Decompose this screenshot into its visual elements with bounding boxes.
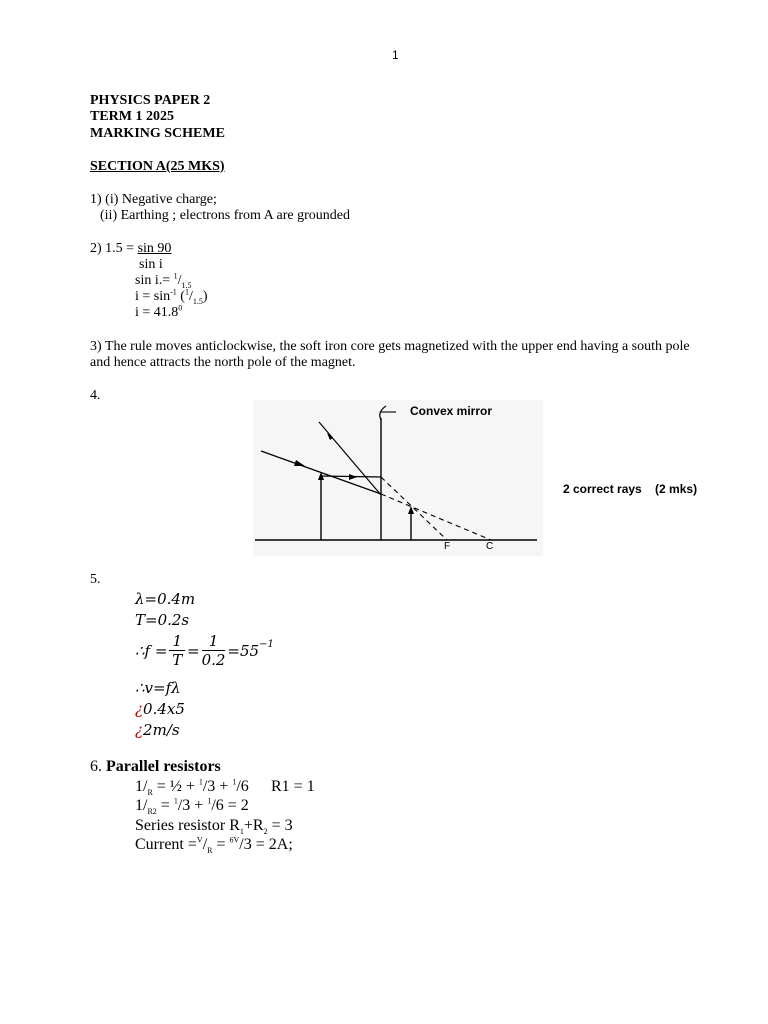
q6-parallel-2: $1/_{R2} = ^1/3 + ^1/6 = 2$: [135, 796, 249, 817]
term-title: TERM 1 2025: [90, 109, 174, 124]
q6-series-resistor: Series resistor $R_1+R_2 = 3$: [135, 817, 293, 837]
q5-wavelength: λ=0.4m: [135, 590, 196, 608]
q4-number: 4.: [90, 388, 101, 403]
q2-denominator: sin i: [139, 257, 163, 272]
q6-heading: 6. Parallel resistors: [90, 758, 221, 775]
page-number: 1: [392, 48, 399, 62]
q2-inverse-sin: $i = \sin^{-1} (^1/_{1.5})$: [135, 287, 208, 306]
q1-part-i: 1) (i) Negative charge;: [90, 192, 217, 207]
section-heading: SECTION A(25 MKS): [90, 159, 225, 174]
focal-point-label: F: [444, 541, 451, 552]
q6-r1-result: R1 = 1: [271, 778, 315, 795]
mirror-label: Convex mirror: [410, 404, 493, 418]
diagram-background: [253, 400, 543, 556]
q3-line2: and hence attracts the north pole of the magnet.: [90, 355, 356, 370]
paper-title: PHYSICS PAPER 2: [90, 93, 211, 108]
q4-marks-note: 2 correct rays (2 mks): [563, 482, 698, 496]
fraction-1-over-0-2: $\frac{1}{0.2}$: [201, 632, 226, 669]
q5-substitution: ¿0.4x5: [135, 700, 185, 718]
q3-line1: 3) The rule moves anticlockwise, the soft iron core gets magnetized with the upper end having a south pole: [90, 339, 690, 354]
centre-label: C: [486, 541, 494, 552]
q5-frequency: ∴f = $\frac{1}{T}$ = $\frac{1}{0.2}$ =55 $^{-1}$: [135, 632, 274, 669]
q5-answer: ¿2m/s: [135, 721, 180, 739]
q2-sin-i: $\sin i.= ^1/_{1.5}$: [135, 271, 192, 290]
q1-part-ii: (ii) Earthing ; electrons from A are grounded: [100, 208, 350, 223]
fraction-1-over-t: $\frac{1}{T}$: [169, 632, 185, 669]
ray-diagram: [253, 400, 543, 556]
scheme-title: MARKING SCHEME: [90, 126, 225, 141]
q5-number: 5.: [90, 572, 101, 587]
q6-current: Current $=^V/_R = ^{6V}/3 = 2A$;: [135, 835, 293, 856]
q5-period: T=0.2s: [135, 611, 190, 629]
q2-equation: 2) 1.5 = sin 90: [90, 241, 172, 256]
q6-parallel-1: $1/_R$ = ½ + $^1$/3 + $^1$/6: [135, 777, 249, 798]
q5-velocity-formula: ∴v=fλ: [135, 679, 181, 697]
q2-answer: $i = 41.8^0$: [135, 303, 183, 320]
